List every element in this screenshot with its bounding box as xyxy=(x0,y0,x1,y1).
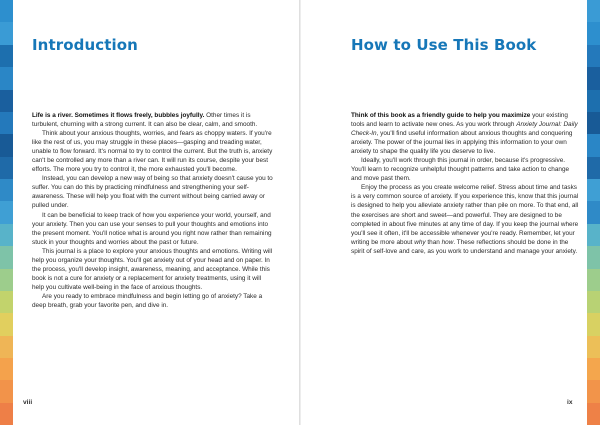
stripe-block xyxy=(587,246,600,268)
stripe-block xyxy=(0,134,13,156)
right-page xyxy=(301,0,587,425)
stripe-block xyxy=(0,358,13,380)
stripe-block xyxy=(0,246,13,268)
stripe-block xyxy=(587,313,600,335)
stripe-block xyxy=(587,291,600,313)
stripe-block xyxy=(587,224,600,246)
emphasis: how xyxy=(441,238,454,246)
stripe-block xyxy=(587,336,600,358)
stripe-block xyxy=(0,67,13,89)
lead-rest: your existing tools and learn to activate new ones. As you work through xyxy=(351,112,568,129)
stripe-block xyxy=(587,67,600,89)
lead-rest: Other times it is turbulent, churning with a strong current. It can also be clear, calm, and smooth. xyxy=(32,112,258,129)
stripe-block xyxy=(0,336,13,358)
left-page xyxy=(13,0,299,425)
stripe-block xyxy=(0,403,13,425)
paragraph xyxy=(351,183,579,255)
page-title: Introduction xyxy=(32,36,138,54)
stripe-block xyxy=(587,358,600,380)
stripe-block xyxy=(0,0,13,22)
lead-sentence: Think of this book as a friendly guide to help you maximize xyxy=(351,112,531,119)
paragraph: This journal is a place to explore your anxious thoughts and emotions. Writing will help you organize your thoughts. You'll get anxiety out of your head and on paper. In the process, you'll develop insight, awareness, meaning, and acceptance. While this book is not a cure for anxiety or a replacement for anxiety treatments, using it will help you cultivate well-being in the face of anxious thoughts. xyxy=(32,247,273,291)
stripe-block xyxy=(0,291,13,313)
stripe-block xyxy=(587,403,600,425)
page-title: How to Use This Book xyxy=(351,36,537,54)
page-number: viii xyxy=(23,399,33,406)
stripe-block xyxy=(0,112,13,134)
stripe-block xyxy=(0,313,13,335)
paragraph xyxy=(32,111,274,129)
stripe-block xyxy=(0,224,13,246)
page-number: ix xyxy=(567,399,573,406)
stripe-block xyxy=(0,380,13,402)
paragraph: It can be beneficial to keep track of how you experience your world, yourself, and your anxiety. Then you can use your senses to pull your thoughts and emotions into the present moment. You'll notice what is around you right now rather than remaining stuck in your thoughts and worries about the past or future. xyxy=(32,211,272,246)
stripe-block xyxy=(587,157,600,179)
page-body xyxy=(351,111,579,256)
book-title: Anxiety Journal: Daily Check-In xyxy=(351,121,578,138)
paragraph: Are you ready to embrace mindfulness and begin letting go of anxiety? Take a deep breath, grab your favorite pen, and dive in. xyxy=(32,292,263,309)
stripe-block xyxy=(587,112,600,134)
stripe-block xyxy=(0,22,13,44)
text-run: than xyxy=(425,238,442,246)
page-body xyxy=(32,111,274,310)
stripe-block xyxy=(0,90,13,112)
stripe-block xyxy=(587,179,600,201)
text-run: Enjoy the process as you create welcome relief. Stress about time and tasks is a very common source of anxiety. If you experience this, know that this journal is designed to help you alleviate anxiety rather than pile on more. To that end, all the exercises are short and sweet—and powerful. They are designed to be completed in about five minutes at any time of day. If you keep the journal where you'll see it often, it'll be accessible whenever you're ready. Remember, let your writing be more about xyxy=(351,184,579,246)
text-run: . These reflections should be done in the spirit of self-love and care, as you work to understand and manage your anxiety. xyxy=(351,238,578,255)
stripe-block xyxy=(587,22,600,44)
stripe-block xyxy=(587,380,600,402)
color-stripe-right xyxy=(587,0,600,425)
paragraph: Think about your anxious thoughts, worries, and fears as choppy waters. If you're like the rest of us, you may struggle in these places—gasping and treading water, unable to flow forward. It's normal to try to control the current. But the truth is, anxiety can't be controlled any more than a river can. It will run its course, despite your best efforts. The more you try to control it, the more exhausted you'll become. xyxy=(32,130,273,174)
emphasis: why xyxy=(414,238,426,246)
stripe-block xyxy=(0,201,13,223)
lead-rest: , you'll find useful information about anxious thoughts and conquering anxiety. The power of the journal lies in applying this information to your own anxiety to shape the quality life you deserve to live. xyxy=(351,130,573,156)
stripe-block xyxy=(0,179,13,201)
stripe-block xyxy=(0,157,13,179)
paragraph xyxy=(351,111,579,156)
stripe-block xyxy=(587,45,600,67)
stripe-block xyxy=(587,269,600,291)
paragraph: Ideally, you'll work through this journal in order, because it's progressive. You'll learn to recognize unhelpful thought patterns and take action to change and move past them. xyxy=(351,157,570,183)
stripe-block xyxy=(0,45,13,67)
stripe-block xyxy=(587,134,600,156)
stripe-block xyxy=(0,269,13,291)
lead-sentence: Life is a river. Sometimes it flows freely, bubbles joyfully. xyxy=(32,112,205,119)
stripe-block xyxy=(587,0,600,22)
stripe-block xyxy=(587,90,600,112)
paragraph: Instead, you can develop a new way of being so that anxiety doesn't cause you to suffer. You can do this by practicing mindfulness and strengthening your self-awareness. These will help you float with the current without being carried away or pulled under. xyxy=(32,175,273,210)
stripe-block xyxy=(587,201,600,223)
color-stripe-left xyxy=(0,0,13,425)
